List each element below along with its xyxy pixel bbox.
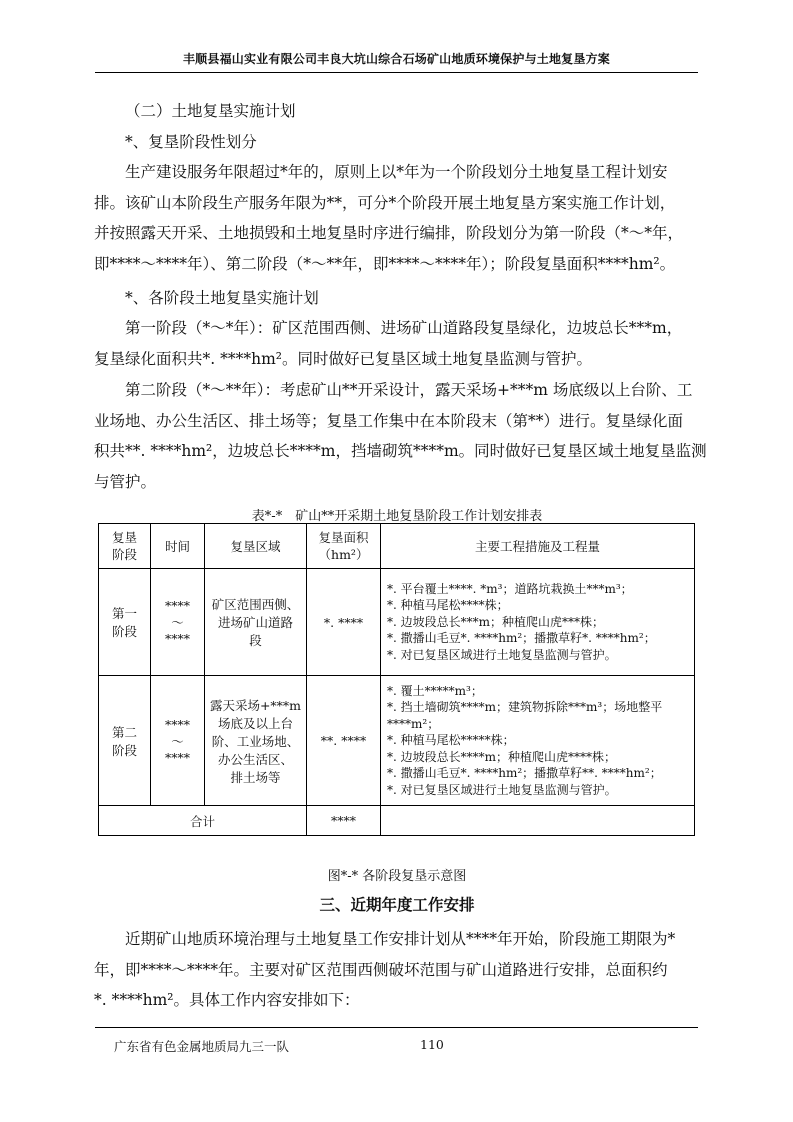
header-stage: 复垦 阶段 [99, 524, 151, 569]
cell-total-empty [381, 806, 695, 836]
paragraph-line: 与管护。 [94, 472, 157, 491]
cell-total-value: **** [307, 806, 381, 836]
header-measures: 主要工程措施及工程量 [381, 524, 695, 569]
figure-caption: 图*-* 各阶段复垦示意图 [327, 869, 467, 884]
table-row [99, 569, 695, 676]
cell-stage: 第一 阶段 [99, 569, 151, 676]
header-time: 时间 [151, 524, 205, 569]
paragraph-stage-two [94, 375, 707, 497]
paragraph-line: 积共**. ****hm²，边坡总长****m，挡墙砌筑****m。同时做好已复垦区域土地复垦监测 [94, 442, 707, 461]
paragraph-stage-division [94, 157, 700, 279]
paragraph-line: 并按照露天开采、土地损毁和土地复垦时序进行编排，阶段划分为第一阶段（*～*年， [94, 224, 684, 243]
table-row [99, 676, 695, 806]
cell-area: 露天采场+***m 场底及以上台 阶、工业场地、 办公生活区、 排土场等 [205, 676, 307, 806]
table-header-row [99, 524, 695, 569]
paragraph-stage-one [94, 313, 700, 374]
paragraph-line: 年，即****～****年。主要对矿区范围西侧破坏范围与矿山道路进行安排，总面积约 [94, 960, 668, 979]
cell-size: *. **** [307, 569, 381, 676]
paragraph-line: 复垦绿化面积共*. ****hm²。同时做好已复垦区域土地复垦监测与管护。 [94, 349, 593, 368]
header-divider [95, 72, 698, 73]
table-caption: 表*-* 矿山**开采期土地复垦阶段工作计划安排表 [251, 509, 543, 524]
header-area: 复垦区域 [205, 524, 307, 569]
cell-time: **** ～ **** [151, 569, 205, 676]
paragraph-line: 第二阶段（*～**年）：考虑矿山**开采设计，露天采场+***m 场底级以上台阶、工 [125, 381, 693, 399]
cell-area: 矿区范围西侧、 进场矿山道路 段 [205, 569, 307, 676]
reclamation-schedule-table [98, 523, 695, 836]
cell-measures: *. 覆土*****m³； *. 挡土墙砌筑****m；建筑物拆除***m³；场地整平 ****m²； *. 种植马尾松*****株； *. 边坡段总长****m；种植爬山虎****株； *. 撒播山毛豆*. ****hm²；播撒草籽**. ****hm²； *. 对已复垦区域进行土地复垦监测与管护。 [381, 676, 695, 806]
paragraph-line: 排。该矿山本阶段生产服务年限为**，可分*个阶段开展土地复垦方案实施工作计划， [94, 193, 676, 212]
table-total-row [99, 806, 695, 836]
paragraph-line: *. ****hm²。具体工作内容安排如下： [94, 991, 360, 1010]
section-heading-annual-plan: 三、近期年度工作安排 [319, 896, 475, 914]
footer-divider [95, 1027, 698, 1028]
footer-organization: 广东省有色金属地质局九三一队 [114, 1039, 290, 1054]
cell-total-label: 合计 [99, 806, 307, 836]
cell-time: **** ～ **** [151, 676, 205, 806]
paragraph-line: 近期矿山地质环境治理与土地复垦工作安排计划从****年开始，阶段施工期限为* [125, 930, 676, 948]
cell-stage: 第二 阶段 [99, 676, 151, 806]
paragraph-line: 即****～****年）、第二阶段（*～**年，即****～****年）；阶段复垦面积****hm²。 [94, 254, 676, 273]
subheading-stage-division: *、复垦阶段性划分 [125, 133, 257, 151]
paragraph-line: 生产建设服务年限超过*年的，原则上以*年为一个阶段划分土地复垦工程计划安 [125, 163, 668, 181]
header-size: 复垦面积 （hm²） [307, 524, 381, 569]
running-header: 丰顺县福山实业有限公司丰良大坑山综合石场矿山地质环境保护与土地复垦方案 [182, 52, 610, 66]
paragraph-line: 业场地、办公生活区、排土场等；复垦工作集中在本阶段末（第**）进行。复垦绿化面 [94, 411, 684, 430]
page-number: 110 [420, 1037, 444, 1052]
cell-size: **. **** [307, 676, 381, 806]
paragraph-line: 第一阶段（*～*年）：矿区范围西侧、进场矿山道路段复垦绿化，边坡总长***m， [125, 319, 683, 337]
section-heading-land-reclamation-plan: （二）土地复垦实施计划 [125, 102, 296, 120]
subheading-stage-plans: *、各阶段土地复垦实施计划 [125, 289, 319, 307]
cell-measures: *. 平台覆土****. *m³；道路坑栽换土***m³； *. 种植马尾松****株； *. 边坡段总长***m；种植爬山虎***株； *. 撒播山毛豆*. ****hm²；播撒草籽*. ****hm²； *. 对已复垦区域进行土地复垦监测与管护。 [381, 569, 695, 676]
paragraph-annual-plan [94, 924, 700, 1016]
